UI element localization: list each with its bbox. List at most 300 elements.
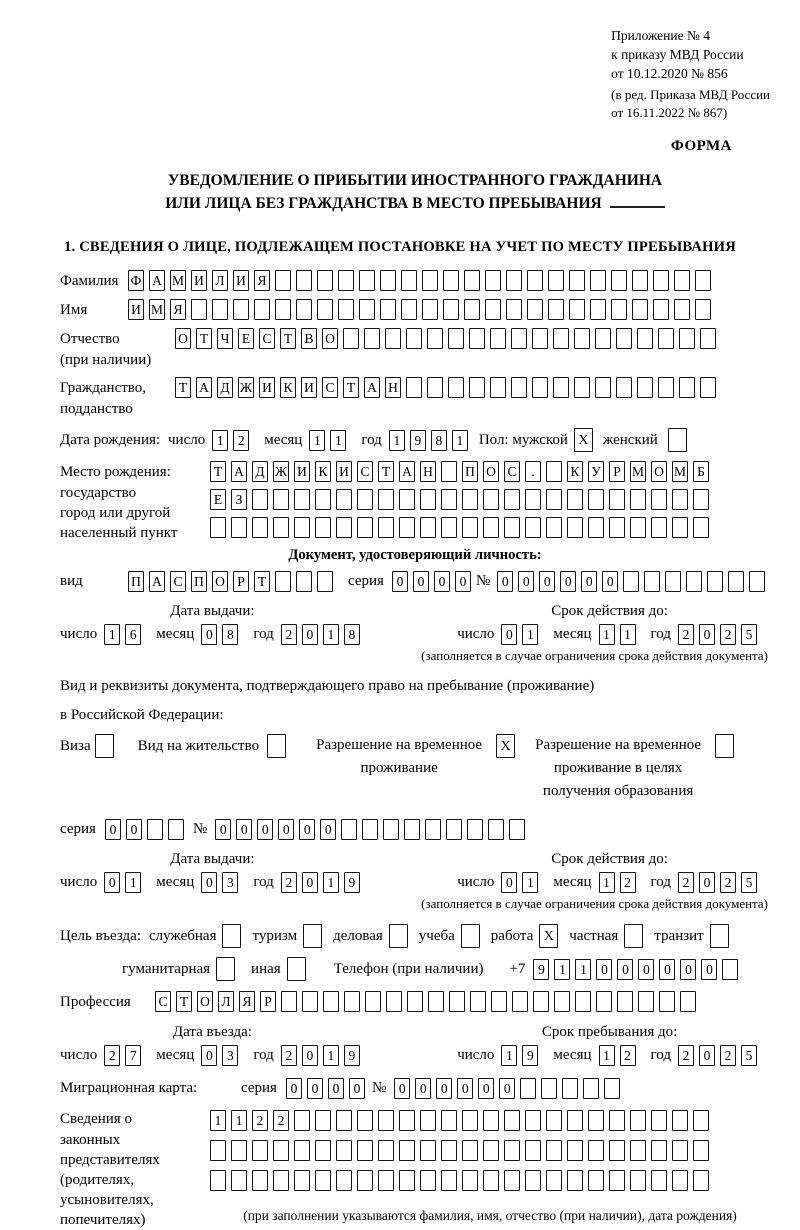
- char-cell[interactable]: [365, 991, 381, 1012]
- char-cell[interactable]: [574, 377, 590, 398]
- char-cell[interactable]: [485, 299, 501, 320]
- char-cell[interactable]: Т: [210, 461, 226, 482]
- char-cell[interactable]: [504, 1140, 520, 1161]
- char-cell[interactable]: 2: [252, 1110, 268, 1131]
- char-cell[interactable]: А: [149, 571, 165, 592]
- char-cell[interactable]: [406, 328, 422, 349]
- char-cell[interactable]: [567, 1110, 583, 1131]
- char-cell[interactable]: [399, 1140, 415, 1161]
- char-cell[interactable]: [386, 991, 402, 1012]
- char-cell[interactable]: [525, 1110, 541, 1131]
- char-cell[interactable]: [420, 1110, 436, 1131]
- char-cell[interactable]: 0: [302, 872, 318, 893]
- char-cell[interactable]: 0: [659, 959, 675, 980]
- char-cell[interactable]: И: [259, 377, 275, 398]
- char-cell[interactable]: [693, 1170, 709, 1191]
- char-cell[interactable]: [191, 299, 207, 320]
- char-cell[interactable]: [273, 1140, 289, 1161]
- char-cell[interactable]: [504, 1170, 520, 1191]
- char-cell[interactable]: [588, 489, 604, 510]
- char-cell[interactable]: [672, 1110, 688, 1131]
- char-cell[interactable]: [588, 1170, 604, 1191]
- char-cell[interactable]: О: [175, 328, 191, 349]
- char-cell[interactable]: Л: [218, 991, 234, 1012]
- purpose-private-checkbox[interactable]: [624, 924, 643, 948]
- char-cell[interactable]: Р: [233, 571, 249, 592]
- char-cell[interactable]: [338, 270, 354, 291]
- char-cell[interactable]: 5: [741, 1045, 757, 1066]
- char-cell[interactable]: [609, 517, 625, 538]
- char-cell[interactable]: [616, 377, 632, 398]
- char-cell[interactable]: 0: [455, 571, 471, 592]
- char-cell[interactable]: Я: [254, 270, 270, 291]
- char-cell[interactable]: [399, 1170, 415, 1191]
- char-cell[interactable]: [590, 299, 606, 320]
- purpose-other-checkbox[interactable]: [287, 957, 306, 981]
- char-cell[interactable]: [658, 377, 674, 398]
- char-cell[interactable]: Я: [239, 991, 255, 1012]
- char-cell[interactable]: [546, 461, 562, 482]
- char-cell[interactable]: [700, 377, 716, 398]
- char-cell[interactable]: [630, 1140, 646, 1161]
- char-cell[interactable]: [441, 1110, 457, 1131]
- char-cell[interactable]: [462, 1140, 478, 1161]
- char-cell[interactable]: [378, 1110, 394, 1131]
- char-cell[interactable]: [294, 489, 310, 510]
- char-cell[interactable]: 1: [231, 1110, 247, 1131]
- char-cell[interactable]: [296, 299, 312, 320]
- char-cell[interactable]: [616, 328, 632, 349]
- char-cell[interactable]: 8: [431, 430, 447, 451]
- char-cell[interactable]: [609, 489, 625, 510]
- char-cell[interactable]: [462, 517, 478, 538]
- char-cell[interactable]: 2: [620, 872, 636, 893]
- char-cell[interactable]: С: [357, 461, 373, 482]
- char-cell[interactable]: 2: [720, 872, 736, 893]
- char-cell[interactable]: [679, 328, 695, 349]
- char-cell[interactable]: 0: [104, 872, 120, 893]
- char-cell[interactable]: [357, 517, 373, 538]
- char-cell[interactable]: Ф: [128, 270, 144, 291]
- char-cell[interactable]: С: [170, 571, 186, 592]
- char-cell[interactable]: О: [212, 571, 228, 592]
- char-cell[interactable]: [567, 489, 583, 510]
- char-cell[interactable]: 0: [257, 819, 273, 840]
- char-cell[interactable]: [665, 571, 681, 592]
- char-cell[interactable]: 0: [499, 1078, 515, 1099]
- char-cell[interactable]: 1: [599, 624, 615, 645]
- char-cell[interactable]: [231, 517, 247, 538]
- char-cell[interactable]: 1: [599, 872, 615, 893]
- char-cell[interactable]: Т: [378, 461, 394, 482]
- char-cell[interactable]: С: [322, 377, 338, 398]
- char-cell[interactable]: 2: [720, 624, 736, 645]
- char-cell[interactable]: [359, 270, 375, 291]
- char-cell[interactable]: [404, 819, 420, 840]
- char-cell[interactable]: [509, 819, 525, 840]
- char-cell[interactable]: 1: [522, 624, 538, 645]
- char-cell[interactable]: [362, 819, 378, 840]
- char-cell[interactable]: 0: [413, 571, 429, 592]
- char-cell[interactable]: [323, 991, 339, 1012]
- char-cell[interactable]: [315, 1140, 331, 1161]
- char-cell[interactable]: [231, 1140, 247, 1161]
- char-cell[interactable]: [147, 819, 163, 840]
- char-cell[interactable]: 0: [126, 819, 142, 840]
- char-cell[interactable]: 2: [678, 624, 694, 645]
- char-cell[interactable]: Р: [609, 461, 625, 482]
- char-cell[interactable]: [569, 299, 585, 320]
- char-cell[interactable]: [546, 517, 562, 538]
- char-cell[interactable]: [275, 299, 291, 320]
- char-cell[interactable]: [520, 1078, 536, 1099]
- title-blank-line[interactable]: [610, 192, 665, 208]
- char-cell[interactable]: [595, 328, 611, 349]
- char-cell[interactable]: 2: [281, 1045, 297, 1066]
- char-cell[interactable]: 8: [222, 624, 238, 645]
- char-cell[interactable]: Н: [385, 377, 401, 398]
- purpose-study-checkbox[interactable]: [461, 924, 480, 948]
- char-cell[interactable]: [420, 489, 436, 510]
- char-cell[interactable]: [546, 1170, 562, 1191]
- char-cell[interactable]: [609, 1170, 625, 1191]
- char-cell[interactable]: [700, 328, 716, 349]
- char-cell[interactable]: [294, 1140, 310, 1161]
- char-cell[interactable]: [749, 571, 765, 592]
- char-cell[interactable]: 0: [539, 571, 555, 592]
- char-cell[interactable]: [427, 328, 443, 349]
- char-cell[interactable]: 0: [501, 624, 517, 645]
- char-cell[interactable]: Н: [420, 461, 436, 482]
- char-cell[interactable]: [441, 1170, 457, 1191]
- char-cell[interactable]: 3: [222, 872, 238, 893]
- char-cell[interactable]: [338, 299, 354, 320]
- char-cell[interactable]: [470, 991, 486, 1012]
- char-cell[interactable]: [281, 991, 297, 1012]
- char-cell[interactable]: [275, 270, 291, 291]
- char-cell[interactable]: 0: [201, 872, 217, 893]
- char-cell[interactable]: Т: [175, 377, 191, 398]
- char-cell[interactable]: 0: [286, 1078, 302, 1099]
- char-cell[interactable]: У: [588, 461, 604, 482]
- char-cell[interactable]: 0: [436, 1078, 452, 1099]
- char-cell[interactable]: 1: [309, 430, 325, 451]
- char-cell[interactable]: 1: [323, 872, 339, 893]
- char-cell[interactable]: [357, 1140, 373, 1161]
- char-cell[interactable]: [590, 270, 606, 291]
- char-cell[interactable]: [609, 1110, 625, 1131]
- char-cell[interactable]: [462, 1170, 478, 1191]
- char-cell[interactable]: 0: [596, 959, 612, 980]
- char-cell[interactable]: О: [651, 461, 667, 482]
- char-cell[interactable]: [604, 1078, 620, 1099]
- char-cell[interactable]: [336, 1170, 352, 1191]
- purpose-work-checkbox[interactable]: X: [539, 924, 558, 948]
- char-cell[interactable]: [630, 517, 646, 538]
- char-cell[interactable]: 1: [104, 624, 120, 645]
- char-cell[interactable]: [695, 270, 711, 291]
- char-cell[interactable]: 0: [302, 624, 318, 645]
- char-cell[interactable]: [448, 377, 464, 398]
- char-cell[interactable]: [490, 377, 506, 398]
- char-cell[interactable]: [541, 1078, 557, 1099]
- char-cell[interactable]: [399, 489, 415, 510]
- char-cell[interactable]: 0: [392, 571, 408, 592]
- char-cell[interactable]: [380, 299, 396, 320]
- char-cell[interactable]: [679, 377, 695, 398]
- char-cell[interactable]: Е: [238, 328, 254, 349]
- char-cell[interactable]: [483, 1140, 499, 1161]
- char-cell[interactable]: [336, 489, 352, 510]
- char-cell[interactable]: 0: [497, 571, 513, 592]
- char-cell[interactable]: [443, 299, 459, 320]
- char-cell[interactable]: [446, 819, 462, 840]
- char-cell[interactable]: [651, 1140, 667, 1161]
- char-cell[interactable]: 1: [452, 430, 468, 451]
- char-cell[interactable]: 0: [394, 1078, 410, 1099]
- char-cell[interactable]: 0: [328, 1078, 344, 1099]
- char-cell[interactable]: 0: [201, 624, 217, 645]
- char-cell[interactable]: [406, 377, 422, 398]
- char-cell[interactable]: 8: [344, 624, 360, 645]
- char-cell[interactable]: А: [231, 461, 247, 482]
- char-cell[interactable]: 0: [602, 571, 618, 592]
- char-cell[interactable]: [504, 1110, 520, 1131]
- char-cell[interactable]: [644, 571, 660, 592]
- char-cell[interactable]: [443, 270, 459, 291]
- char-cell[interactable]: [302, 991, 318, 1012]
- char-cell[interactable]: [611, 270, 627, 291]
- char-cell[interactable]: 2: [678, 1045, 694, 1066]
- char-cell[interactable]: [483, 517, 499, 538]
- char-cell[interactable]: [462, 489, 478, 510]
- char-cell[interactable]: [527, 299, 543, 320]
- char-cell[interactable]: 1: [323, 624, 339, 645]
- char-cell[interactable]: [275, 571, 291, 592]
- char-cell[interactable]: [658, 328, 674, 349]
- char-cell[interactable]: 0: [236, 819, 252, 840]
- char-cell[interactable]: [588, 1110, 604, 1131]
- char-cell[interactable]: [401, 299, 417, 320]
- purpose-business-checkbox[interactable]: [389, 924, 408, 948]
- char-cell[interactable]: [317, 299, 333, 320]
- char-cell[interactable]: [378, 489, 394, 510]
- char-cell[interactable]: [630, 1110, 646, 1131]
- char-cell[interactable]: [441, 461, 457, 482]
- temp-residence-education-checkbox[interactable]: [715, 734, 734, 758]
- char-cell[interactable]: 6: [125, 624, 141, 645]
- char-cell[interactable]: 0: [307, 1078, 323, 1099]
- char-cell[interactable]: П: [191, 571, 207, 592]
- char-cell[interactable]: [464, 299, 480, 320]
- purpose-official-checkbox[interactable]: [222, 924, 241, 948]
- char-cell[interactable]: [491, 991, 507, 1012]
- char-cell[interactable]: [357, 1110, 373, 1131]
- char-cell[interactable]: 1: [522, 872, 538, 893]
- char-cell[interactable]: 9: [533, 959, 549, 980]
- char-cell[interactable]: [483, 1170, 499, 1191]
- char-cell[interactable]: [651, 489, 667, 510]
- char-cell[interactable]: [317, 571, 333, 592]
- char-cell[interactable]: 0: [699, 872, 715, 893]
- char-cell[interactable]: [399, 1110, 415, 1131]
- char-cell[interactable]: [273, 489, 289, 510]
- char-cell[interactable]: [512, 991, 528, 1012]
- char-cell[interactable]: [693, 1110, 709, 1131]
- char-cell[interactable]: 1: [554, 959, 570, 980]
- char-cell[interactable]: 2: [620, 1045, 636, 1066]
- char-cell[interactable]: Б: [693, 461, 709, 482]
- char-cell[interactable]: 0: [278, 819, 294, 840]
- char-cell[interactable]: З: [231, 489, 247, 510]
- char-cell[interactable]: 0: [349, 1078, 365, 1099]
- char-cell[interactable]: С: [259, 328, 275, 349]
- char-cell[interactable]: [617, 991, 633, 1012]
- char-cell[interactable]: [336, 1110, 352, 1131]
- char-cell[interactable]: [378, 1140, 394, 1161]
- char-cell[interactable]: 0: [320, 819, 336, 840]
- char-cell[interactable]: [651, 517, 667, 538]
- char-cell[interactable]: [632, 299, 648, 320]
- char-cell[interactable]: Т: [280, 328, 296, 349]
- char-cell[interactable]: Ч: [217, 328, 233, 349]
- char-cell[interactable]: 5: [741, 872, 757, 893]
- char-cell[interactable]: [273, 517, 289, 538]
- char-cell[interactable]: [420, 1140, 436, 1161]
- char-cell[interactable]: 5: [741, 624, 757, 645]
- char-cell[interactable]: [653, 299, 669, 320]
- char-cell[interactable]: [448, 328, 464, 349]
- char-cell[interactable]: [506, 270, 522, 291]
- char-cell[interactable]: [525, 517, 541, 538]
- char-cell[interactable]: [464, 270, 480, 291]
- char-cell[interactable]: 2: [720, 1045, 736, 1066]
- char-cell[interactable]: 2: [281, 872, 297, 893]
- char-cell[interactable]: Л: [212, 270, 228, 291]
- char-cell[interactable]: 0: [680, 959, 696, 980]
- residence-permit-checkbox[interactable]: [267, 734, 286, 758]
- char-cell[interactable]: [399, 517, 415, 538]
- char-cell[interactable]: [695, 299, 711, 320]
- char-cell[interactable]: [357, 489, 373, 510]
- char-cell[interactable]: 0: [617, 959, 633, 980]
- char-cell[interactable]: [273, 1170, 289, 1191]
- char-cell[interactable]: [546, 489, 562, 510]
- char-cell[interactable]: С: [155, 991, 171, 1012]
- char-cell[interactable]: 0: [215, 819, 231, 840]
- char-cell[interactable]: К: [280, 377, 296, 398]
- char-cell[interactable]: 9: [522, 1045, 538, 1066]
- char-cell[interactable]: [569, 270, 585, 291]
- char-cell[interactable]: [632, 270, 648, 291]
- char-cell[interactable]: [511, 328, 527, 349]
- char-cell[interactable]: [441, 1140, 457, 1161]
- purpose-tourism-checkbox[interactable]: [303, 924, 322, 948]
- char-cell[interactable]: [296, 571, 312, 592]
- char-cell[interactable]: [722, 959, 738, 980]
- char-cell[interactable]: [317, 270, 333, 291]
- char-cell[interactable]: [653, 270, 669, 291]
- char-cell[interactable]: [583, 1078, 599, 1099]
- char-cell[interactable]: [630, 1170, 646, 1191]
- char-cell[interactable]: И: [191, 270, 207, 291]
- char-cell[interactable]: [532, 328, 548, 349]
- char-cell[interactable]: [609, 1140, 625, 1161]
- char-cell[interactable]: [588, 1140, 604, 1161]
- char-cell[interactable]: П: [128, 571, 144, 592]
- char-cell[interactable]: Д: [217, 377, 233, 398]
- char-cell[interactable]: М: [672, 461, 688, 482]
- char-cell[interactable]: [296, 270, 312, 291]
- char-cell[interactable]: [574, 328, 590, 349]
- char-cell[interactable]: [315, 1170, 331, 1191]
- char-cell[interactable]: 0: [638, 959, 654, 980]
- char-cell[interactable]: 0: [201, 1045, 217, 1066]
- char-cell[interactable]: Я: [170, 299, 186, 320]
- char-cell[interactable]: 9: [344, 1045, 360, 1066]
- char-cell[interactable]: М: [170, 270, 186, 291]
- char-cell[interactable]: [441, 489, 457, 510]
- char-cell[interactable]: [357, 1170, 373, 1191]
- char-cell[interactable]: 0: [302, 1045, 318, 1066]
- char-cell[interactable]: [168, 819, 184, 840]
- char-cell[interactable]: 0: [478, 1078, 494, 1099]
- char-cell[interactable]: 2: [281, 624, 297, 645]
- char-cell[interactable]: [525, 489, 541, 510]
- char-cell[interactable]: 0: [501, 872, 517, 893]
- char-cell[interactable]: [485, 270, 501, 291]
- char-cell[interactable]: 0: [457, 1078, 473, 1099]
- char-cell[interactable]: О: [322, 328, 338, 349]
- char-cell[interactable]: [588, 517, 604, 538]
- char-cell[interactable]: [596, 991, 612, 1012]
- char-cell[interactable]: [693, 1140, 709, 1161]
- char-cell[interactable]: А: [399, 461, 415, 482]
- char-cell[interactable]: [252, 1170, 268, 1191]
- char-cell[interactable]: И: [128, 299, 144, 320]
- char-cell[interactable]: [672, 1170, 688, 1191]
- char-cell[interactable]: О: [483, 461, 499, 482]
- char-cell[interactable]: [359, 299, 375, 320]
- char-cell[interactable]: Т: [343, 377, 359, 398]
- char-cell[interactable]: [364, 328, 380, 349]
- char-cell[interactable]: К: [315, 461, 331, 482]
- char-cell[interactable]: И: [301, 377, 317, 398]
- temp-residence-checkbox[interactable]: X: [496, 734, 515, 758]
- char-cell[interactable]: [401, 270, 417, 291]
- char-cell[interactable]: [611, 299, 627, 320]
- char-cell[interactable]: [575, 991, 591, 1012]
- char-cell[interactable]: [252, 1140, 268, 1161]
- char-cell[interactable]: [212, 299, 228, 320]
- char-cell[interactable]: [533, 991, 549, 1012]
- char-cell[interactable]: [344, 991, 360, 1012]
- char-cell[interactable]: [488, 819, 504, 840]
- char-cell[interactable]: 1: [330, 430, 346, 451]
- char-cell[interactable]: [504, 489, 520, 510]
- char-cell[interactable]: [728, 571, 744, 592]
- char-cell[interactable]: [315, 489, 331, 510]
- char-cell[interactable]: [294, 517, 310, 538]
- char-cell[interactable]: [659, 991, 675, 1012]
- char-cell[interactable]: [674, 270, 690, 291]
- char-cell[interactable]: К: [567, 461, 583, 482]
- char-cell[interactable]: [511, 377, 527, 398]
- char-cell[interactable]: [378, 517, 394, 538]
- char-cell[interactable]: 1: [389, 430, 405, 451]
- char-cell[interactable]: Ж: [238, 377, 254, 398]
- char-cell[interactable]: В: [301, 328, 317, 349]
